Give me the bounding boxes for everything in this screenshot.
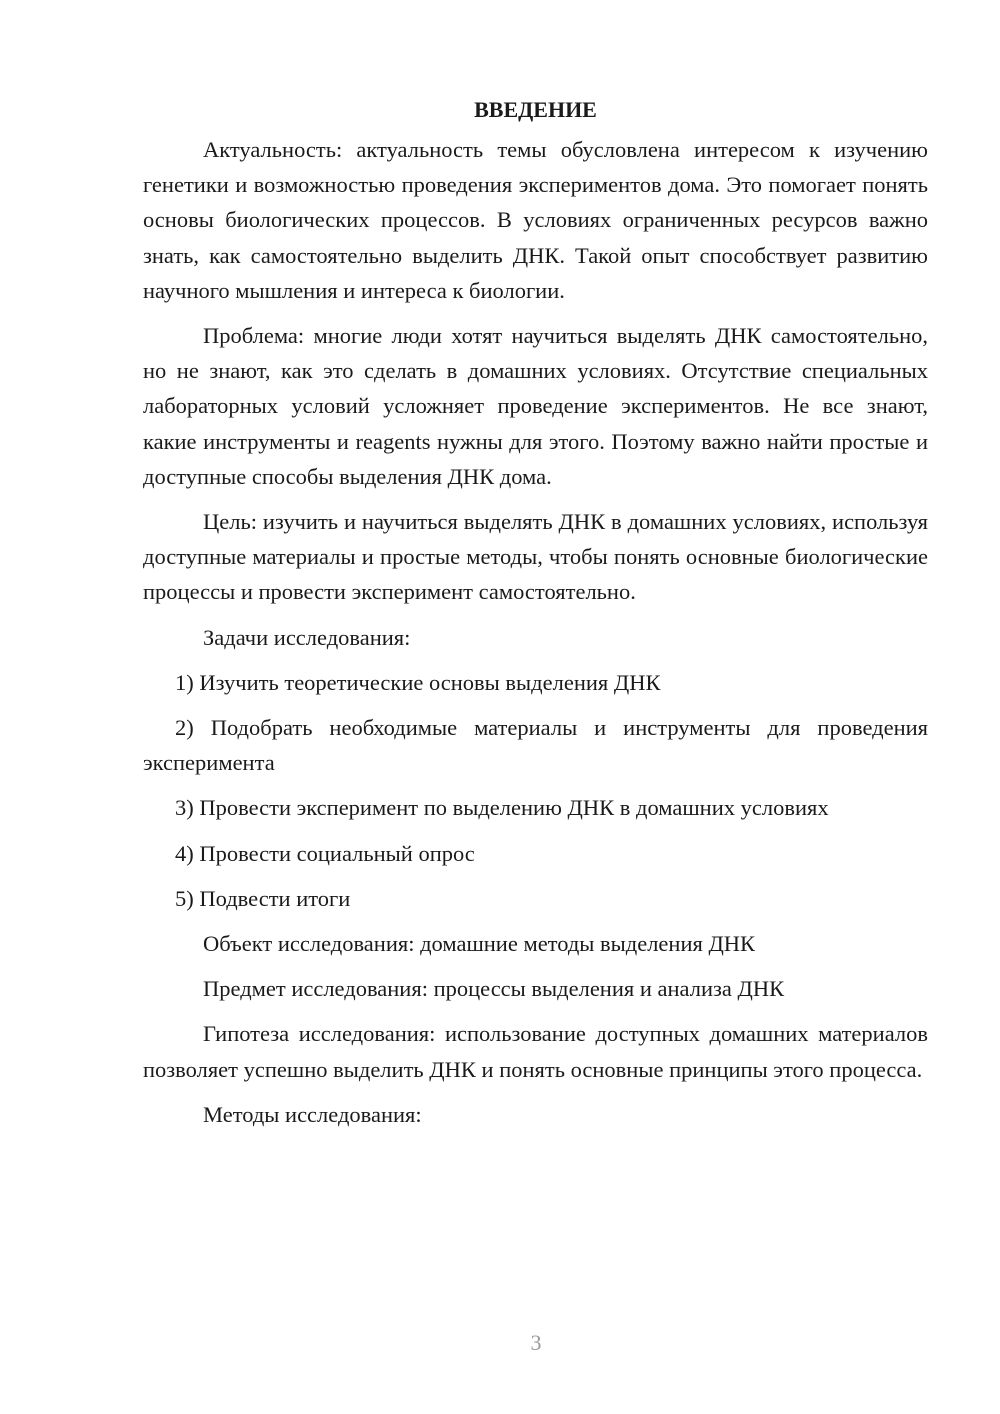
tasks-list [143,665,928,916]
research-subject: Предмет исследования: процессы выделения и анализа ДНК [203,976,785,1002]
list-item: 3) Провести эксперимент по выделению ДНК в домашних условиях [175,795,829,821]
paragraph-problem: Проблема: многие люди хотят научиться выделять ДНК самостоятельно, но не знают, как это сделать в домашних условиях. Отсутствие специальных лабораторных условий усложняет проведение экспериментов. Не все знают, какие инструменты и reagents нужны для этого. Поэтому важно найти простые и доступные способы выделения ДНК дома. [143,323,928,489]
methods-heading: Методы исследования: [203,1101,422,1127]
document-page [143,92,928,1142]
paragraph-relevance: Актуальность: актуальность темы обусловлена интересом к изучению генетики и возможностью проведения экспериментов дома. Это помогает понять основы биологических процессов. В условиях ограниченных ресурсов важно знать, как самостоятельно выделить ДНК. Такой опыт способствует развитию научного мышления и интереса к биологии. [143,137,928,303]
section-title: ВВЕДЕНИЕ [474,97,597,122]
paragraph-goal: Цель: изучить и научиться выделять ДНК в домашних условиях, используя доступные материалы и простые методы, чтобы понять основные биологические процессы и провести эксперимент самостоятельно. [143,509,928,605]
research-hypothesis: Гипотеза исследования: использование доступных домашних материалов позволяет успешно выделить ДНК и понять основные принципы этого процесса. [143,1021,928,1082]
list-item: 2) Подобрать необходимые материалы и инструменты для проведения эксперимента [143,715,928,776]
list-item: 5) Подвести итоги [175,885,351,911]
list-item: 4) Провести социальный опрос [175,840,475,866]
research-object: Объект исследования: домашние методы выделения ДНК [203,931,756,957]
page-number: 3 [530,1330,542,1355]
list-item: 1) Изучить теоретические основы выделения ДНК [175,669,661,695]
tasks-heading: Задачи исследования: [203,624,411,650]
